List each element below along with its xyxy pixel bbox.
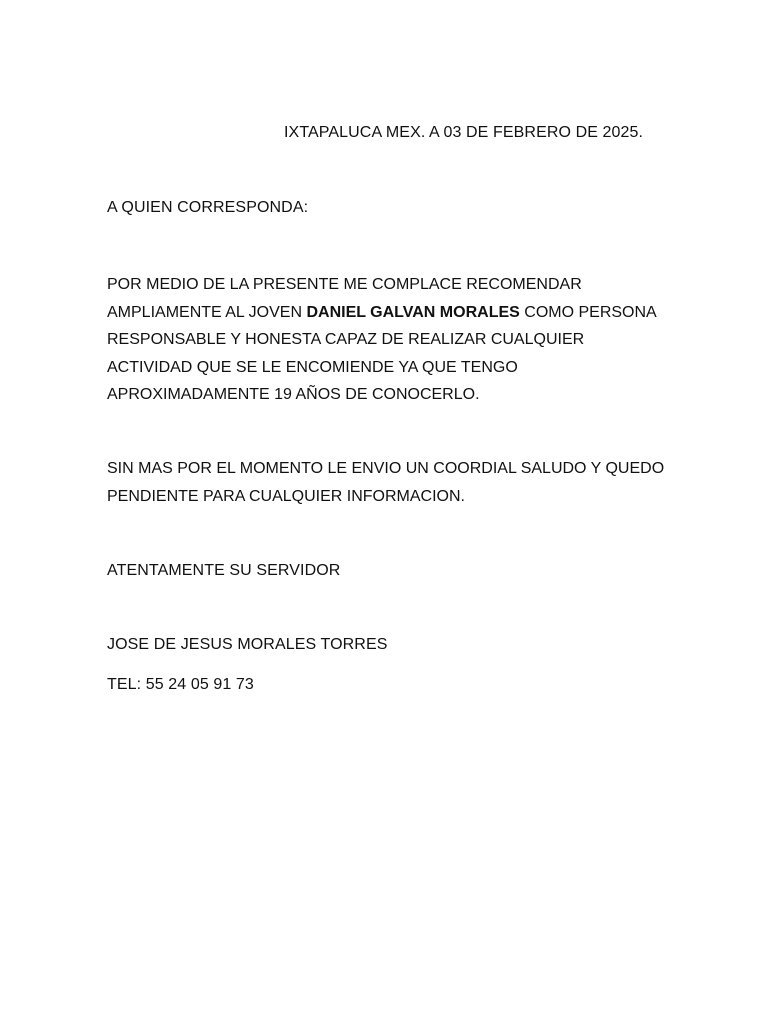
paragraph-text-before-name: POR MEDIO DE LA PRESENTE ME COMPLACE RECOMENDAR AMPLIAMENTE AL JOVEN <box>107 276 582 321</box>
date-line: IXTAPALUCA MEX. A 03 DE FEBRERO DE 2025. <box>284 124 644 141</box>
farewell-paragraph: SIN MAS POR EL MOMENTO LE ENVIO UN COORDIAL SALUDO Y QUEDO PENDIENTE PARA CUALQUIER INFORMACION. <box>107 460 665 505</box>
recommendation-paragraph <box>107 271 667 409</box>
closing-line: ATENTAMENTE SU SERVIDOR <box>107 562 341 579</box>
greeting: A QUIEN CORRESPONDA: <box>107 199 309 216</box>
phone-number: TEL: 55 24 05 91 73 <box>107 676 254 693</box>
recommended-person-name: DANIEL GALVAN MORALES <box>306 303 520 321</box>
paragraph-text-after-name: COMO PERSONA RESPONSABLE Y HONESTA CAPAZ DE REALIZAR CUALQUIER ACTIVIDAD QUE SE LE ENCOMIENDE YA QUE TENGO APROXIMADAMENTE 19 AÑOS DE CONOCERLO. <box>107 303 656 404</box>
signer-name: JOSE DE JESUS MORALES TORRES <box>107 636 388 653</box>
